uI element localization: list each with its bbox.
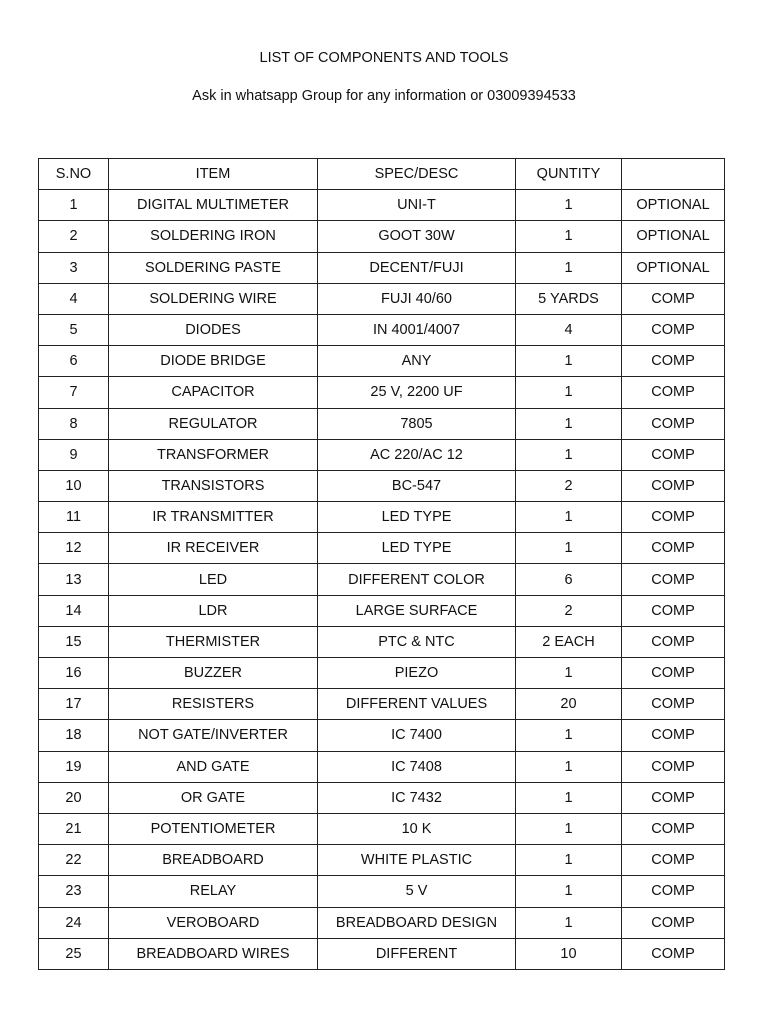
cell-sno: 5 — [39, 314, 109, 345]
table-row — [39, 689, 725, 720]
cell-sno: 1 — [39, 190, 109, 221]
cell-quantity: 1 — [516, 408, 622, 439]
cell-item: LDR — [109, 595, 318, 626]
cell-category: COMP — [622, 813, 725, 844]
cell-spec-desc: LARGE SURFACE — [318, 595, 516, 626]
cell-spec-desc: GOOT 30W — [318, 221, 516, 252]
table-row — [39, 938, 725, 969]
cell-item: OR GATE — [109, 782, 318, 813]
cell-category: COMP — [622, 470, 725, 501]
cell-item: LED — [109, 564, 318, 595]
cell-sno: 21 — [39, 813, 109, 844]
cell-spec-desc: DIFFERENT — [318, 938, 516, 969]
cell-item: SOLDERING IRON — [109, 221, 318, 252]
cell-sno: 6 — [39, 346, 109, 377]
cell-quantity: 4 — [516, 314, 622, 345]
table-row — [39, 751, 725, 782]
cell-sno: 10 — [39, 470, 109, 501]
table-body — [39, 190, 725, 970]
table-row — [39, 377, 725, 408]
cell-quantity: 1 — [516, 782, 622, 813]
cell-category: COMP — [622, 658, 725, 689]
cell-quantity: 1 — [516, 439, 622, 470]
table-row — [39, 283, 725, 314]
cell-spec-desc: WHITE PLASTIC — [318, 845, 516, 876]
cell-item: AND GATE — [109, 751, 318, 782]
cell-category: COMP — [622, 845, 725, 876]
table-row — [39, 595, 725, 626]
cell-sno: 19 — [39, 751, 109, 782]
table-row — [39, 470, 725, 501]
table-row — [39, 502, 725, 533]
table-row — [39, 439, 725, 470]
cell-sno: 7 — [39, 377, 109, 408]
cell-category: COMP — [622, 689, 725, 720]
table-header-row — [39, 159, 725, 190]
cell-item: DIODE BRIDGE — [109, 346, 318, 377]
cell-quantity: 1 — [516, 190, 622, 221]
cell-category: COMP — [622, 408, 725, 439]
cell-quantity: 1 — [516, 221, 622, 252]
cell-spec-desc: BC-547 — [318, 470, 516, 501]
table-row — [39, 658, 725, 689]
cell-item: REGULATOR — [109, 408, 318, 439]
cell-item: RESISTERS — [109, 689, 318, 720]
cell-sno: 14 — [39, 595, 109, 626]
cell-spec-desc: AC 220/AC 12 — [318, 439, 516, 470]
table-row — [39, 813, 725, 844]
cell-item: SOLDERING PASTE — [109, 252, 318, 283]
cell-spec-desc: LED TYPE — [318, 533, 516, 564]
cell-spec-desc: 10 K — [318, 813, 516, 844]
cell-quantity: 1 — [516, 502, 622, 533]
cell-spec-desc: IC 7400 — [318, 720, 516, 751]
cell-sno: 12 — [39, 533, 109, 564]
cell-category: COMP — [622, 782, 725, 813]
cell-sno: 8 — [39, 408, 109, 439]
cell-quantity: 1 — [516, 845, 622, 876]
cell-item: BUZZER — [109, 658, 318, 689]
cell-item: IR RECEIVER — [109, 533, 318, 564]
cell-item: RELAY — [109, 876, 318, 907]
table-row — [39, 720, 725, 751]
table-row — [39, 408, 725, 439]
table-row — [39, 346, 725, 377]
cell-spec-desc: PIEZO — [318, 658, 516, 689]
cell-sno: 2 — [39, 221, 109, 252]
cell-quantity: 5 YARDS — [516, 283, 622, 314]
cell-sno: 11 — [39, 502, 109, 533]
cell-category: COMP — [622, 502, 725, 533]
cell-sno: 16 — [39, 658, 109, 689]
cell-category: COMP — [622, 377, 725, 408]
table-header — [39, 159, 725, 190]
cell-quantity: 10 — [516, 938, 622, 969]
cell-spec-desc: 5 V — [318, 876, 516, 907]
table-row — [39, 626, 725, 657]
cell-item: VEROBOARD — [109, 907, 318, 938]
cell-item: DIODES — [109, 314, 318, 345]
cell-category: COMP — [622, 439, 725, 470]
cell-spec-desc: PTC & NTC — [318, 626, 516, 657]
table-row — [39, 845, 725, 876]
table-row — [39, 876, 725, 907]
cell-item: NOT GATE/INVERTER — [109, 720, 318, 751]
cell-sno: 23 — [39, 876, 109, 907]
table-row — [39, 533, 725, 564]
header-quantity: QUNTITY — [516, 159, 622, 190]
cell-category: OPTIONAL — [622, 221, 725, 252]
cell-quantity: 1 — [516, 876, 622, 907]
document-title: LIST OF COMPONENTS AND TOOLS — [259, 50, 509, 66]
cell-quantity: 20 — [516, 689, 622, 720]
cell-category: COMP — [622, 626, 725, 657]
cell-sno: 15 — [39, 626, 109, 657]
cell-category: OPTIONAL — [622, 252, 725, 283]
cell-item: IR TRANSMITTER — [109, 502, 318, 533]
cell-spec-desc: FUJI 40/60 — [318, 283, 516, 314]
cell-item: TRANSISTORS — [109, 470, 318, 501]
cell-spec-desc: IC 7408 — [318, 751, 516, 782]
cell-sno: 20 — [39, 782, 109, 813]
cell-category: COMP — [622, 314, 725, 345]
header-spec-desc: SPEC/DESC — [318, 159, 516, 190]
cell-spec-desc: DECENT/FUJI — [318, 252, 516, 283]
cell-quantity: 1 — [516, 720, 622, 751]
cell-spec-desc: DIFFERENT COLOR — [318, 564, 516, 595]
header-category — [622, 159, 725, 190]
cell-quantity: 1 — [516, 907, 622, 938]
cell-quantity: 1 — [516, 252, 622, 283]
cell-category: COMP — [622, 595, 725, 626]
cell-category: COMP — [622, 751, 725, 782]
table-row — [39, 907, 725, 938]
cell-item: BREADBOARD — [109, 845, 318, 876]
cell-category: COMP — [622, 876, 725, 907]
cell-item: POTENTIOMETER — [109, 813, 318, 844]
cell-sno: 18 — [39, 720, 109, 751]
cell-sno: 22 — [39, 845, 109, 876]
cell-sno: 24 — [39, 907, 109, 938]
cell-category: COMP — [622, 720, 725, 751]
table-row — [39, 221, 725, 252]
cell-spec-desc: DIFFERENT VALUES — [318, 689, 516, 720]
table-row — [39, 564, 725, 595]
cell-spec-desc: LED TYPE — [318, 502, 516, 533]
cell-quantity: 1 — [516, 533, 622, 564]
cell-item: DIGITAL MULTIMETER — [109, 190, 318, 221]
cell-category: COMP — [622, 938, 725, 969]
cell-spec-desc: BREADBOARD DESIGN — [318, 907, 516, 938]
cell-category: COMP — [622, 283, 725, 314]
cell-spec-desc: ANY — [318, 346, 516, 377]
cell-sno: 17 — [39, 689, 109, 720]
cell-quantity: 1 — [516, 658, 622, 689]
cell-quantity: 1 — [516, 346, 622, 377]
cell-category: COMP — [622, 907, 725, 938]
cell-sno: 13 — [39, 564, 109, 595]
cell-category: COMP — [622, 564, 725, 595]
cell-spec-desc: 25 V, 2200 UF — [318, 377, 516, 408]
table-row — [39, 190, 725, 221]
cell-quantity: 2 — [516, 595, 622, 626]
cell-quantity: 1 — [516, 751, 622, 782]
cell-item: BREADBOARD WIRES — [109, 938, 318, 969]
cell-quantity: 1 — [516, 377, 622, 408]
cell-spec-desc: 7805 — [318, 408, 516, 439]
cell-quantity: 2 EACH — [516, 626, 622, 657]
cell-quantity: 6 — [516, 564, 622, 595]
cell-spec-desc: IN 4001/4007 — [318, 314, 516, 345]
table-row — [39, 314, 725, 345]
cell-category: COMP — [622, 533, 725, 564]
header-sno: S.NO — [39, 159, 109, 190]
components-table — [38, 158, 725, 970]
cell-sno: 9 — [39, 439, 109, 470]
cell-quantity: 1 — [516, 813, 622, 844]
document-subtitle: Ask in whatsapp Group for any information or 03009394533 — [192, 88, 576, 104]
cell-sno: 25 — [39, 938, 109, 969]
cell-category: COMP — [622, 346, 725, 377]
cell-spec-desc: UNI-T — [318, 190, 516, 221]
cell-spec-desc: IC 7432 — [318, 782, 516, 813]
header-item: ITEM — [109, 159, 318, 190]
cell-item: SOLDERING WIRE — [109, 283, 318, 314]
cell-quantity: 2 — [516, 470, 622, 501]
cell-item: TRANSFORMER — [109, 439, 318, 470]
cell-category: OPTIONAL — [622, 190, 725, 221]
cell-sno: 4 — [39, 283, 109, 314]
table-row — [39, 782, 725, 813]
cell-item: CAPACITOR — [109, 377, 318, 408]
cell-item: THERMISTER — [109, 626, 318, 657]
cell-sno: 3 — [39, 252, 109, 283]
table-row — [39, 252, 725, 283]
